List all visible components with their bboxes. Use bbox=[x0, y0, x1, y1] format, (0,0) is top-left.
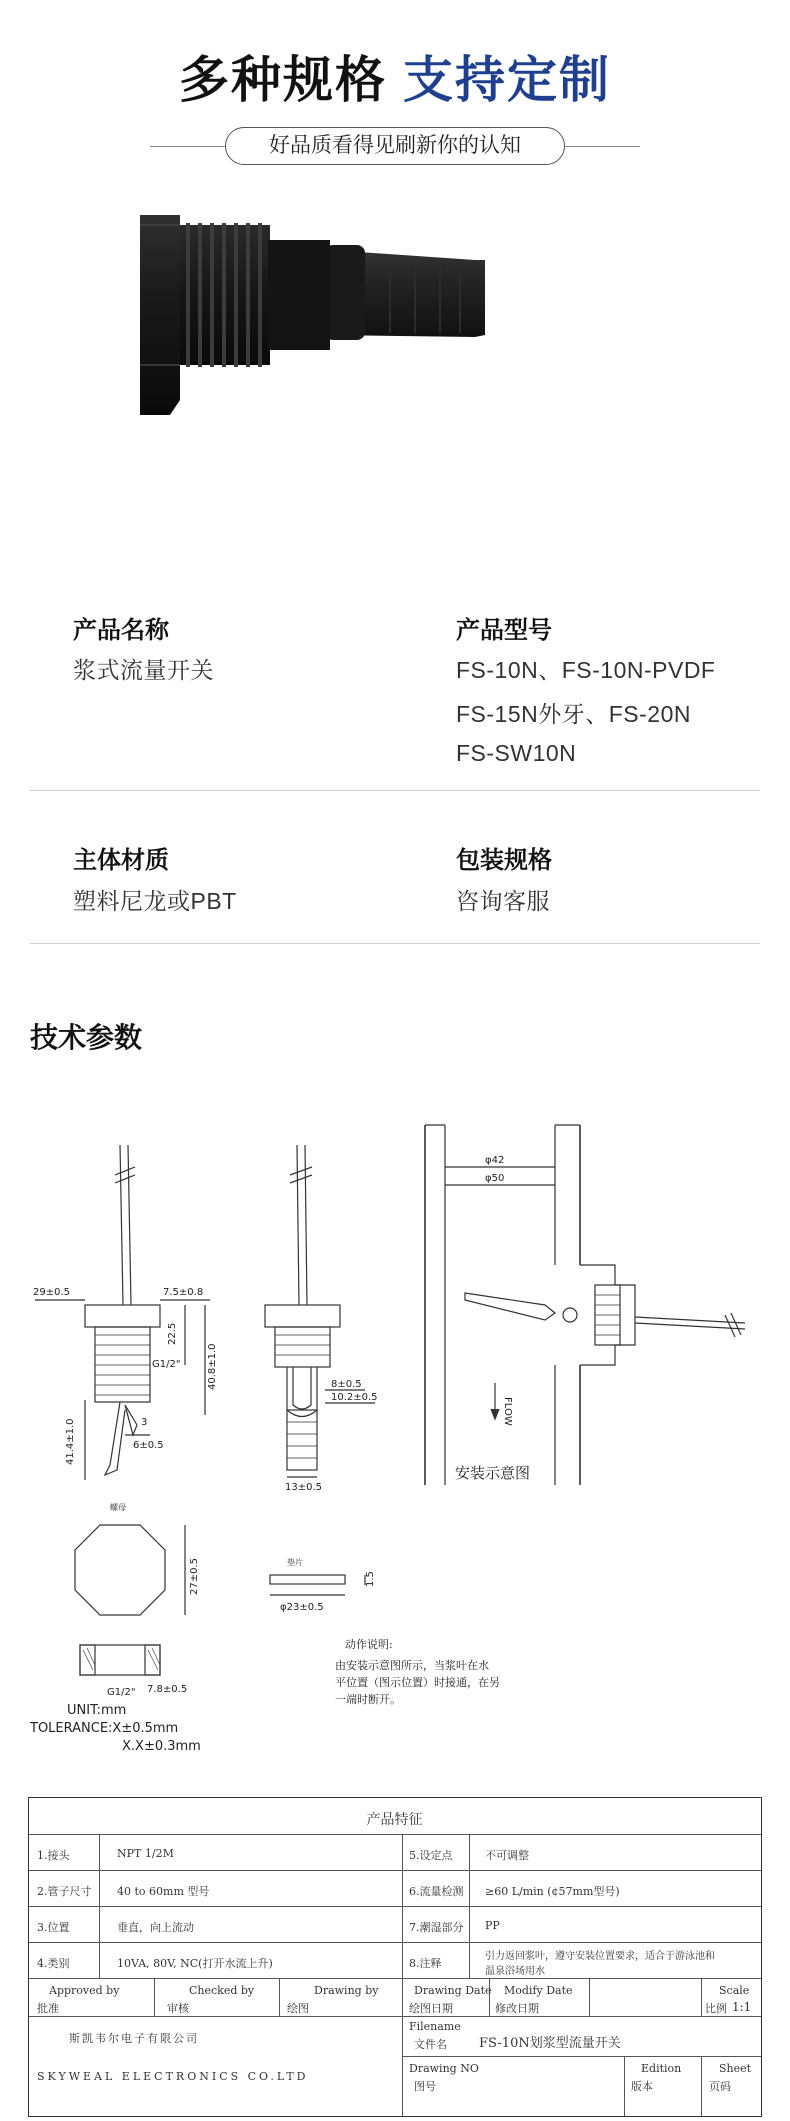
action-line: 平位置（图示位置）时接通，在另 bbox=[335, 1676, 500, 1689]
product-model-value-1: FS-10N、FS-10N-PVDF bbox=[456, 657, 716, 683]
checked-cn: 审核 bbox=[167, 2002, 189, 2015]
approved-cn: 批准 bbox=[37, 2002, 59, 2015]
spec-value: 引力返回浆叶，遵守安装位置要求，适合于游泳池和 bbox=[485, 1951, 715, 1962]
dim-label: 1.5 bbox=[365, 1571, 376, 1587]
filename-en: Filename bbox=[409, 2020, 461, 2033]
spec-key: 2.管子尺寸 bbox=[37, 1885, 92, 1898]
divider-right bbox=[565, 146, 640, 147]
product-model-label: 产品型号 bbox=[456, 617, 552, 644]
dim-label: 3 bbox=[141, 1417, 148, 1428]
scale-cn: 比例 bbox=[705, 2002, 727, 2015]
dim-label: 10.2±0.5 bbox=[331, 1392, 378, 1403]
hero-title-blue: 支持定制 bbox=[402, 52, 611, 108]
spec-value: 垂直，向上流动 bbox=[117, 1921, 194, 1934]
hero-title-black: 多种规格 bbox=[179, 52, 388, 108]
package-value: 咨询客服 bbox=[456, 888, 550, 914]
dim-label: 41.4±1.0 bbox=[65, 1418, 76, 1465]
filename-value: FS-10N划浆型流量开关 bbox=[479, 2036, 621, 2051]
spec-key: 3.位置 bbox=[37, 1921, 70, 1934]
dim-label: 7.8±0.5 bbox=[147, 1684, 188, 1695]
modify-cn: 修改日期 bbox=[495, 2002, 539, 2015]
divider bbox=[30, 790, 760, 791]
divider bbox=[30, 943, 760, 944]
dim-label: 27±0.5 bbox=[189, 1557, 200, 1595]
spec-table bbox=[28, 1797, 762, 2117]
spec-key: 8.注释 bbox=[409, 1957, 442, 1970]
date-cn: 绘图日期 bbox=[409, 2002, 453, 2015]
product-photo bbox=[140, 215, 700, 515]
dim-label: 7.5±0.8 bbox=[163, 1287, 204, 1298]
divider-left bbox=[150, 146, 225, 147]
tolerance-label: X.X±0.3mm bbox=[122, 1739, 201, 1754]
spec-value: 温泉浴场用水 bbox=[485, 1966, 545, 1977]
subtitle-pill: 好品质看得见刷新你的认知 bbox=[225, 127, 565, 165]
dim-label: 6±0.5 bbox=[133, 1440, 164, 1451]
sheet-en: Sheet bbox=[719, 2062, 752, 2075]
hero-title bbox=[0, 40, 790, 112]
edition-cn: 版本 bbox=[631, 2080, 653, 2093]
spec-key: 6.流量检测 bbox=[409, 1885, 464, 1898]
dim-label: 40.8±1.0 bbox=[207, 1343, 218, 1390]
material-value: 塑料尼龙或PBT bbox=[73, 888, 237, 914]
spec-key: 7.潮湿部分 bbox=[409, 1921, 464, 1934]
spec-value: 40 to 60mm 型号 bbox=[117, 1885, 210, 1898]
spec-key: 4.类别 bbox=[37, 1957, 70, 1970]
drawingno-en: Drawing NO bbox=[409, 2062, 479, 2075]
product-name-value: 浆式流量开关 bbox=[73, 657, 214, 683]
date-en: Drawing Date bbox=[414, 1984, 492, 1997]
company-name-cn: 斯凯韦尔电子有限公司 bbox=[69, 2032, 199, 2045]
modify-en: Modify Date bbox=[504, 1984, 573, 1997]
spec-key: 1.接头 bbox=[37, 1849, 70, 1862]
dim-label: 8±0.5 bbox=[331, 1379, 362, 1390]
tech-params-title: 技术参数 bbox=[30, 1022, 143, 1053]
product-model-value-2: FS-15N外牙、FS-20N bbox=[456, 701, 691, 727]
spec-value: 不可调整 bbox=[485, 1849, 529, 1862]
technical-drawing bbox=[25, 1105, 765, 1755]
dim-label: 22.5 bbox=[167, 1322, 178, 1345]
drawing-en: Drawing by bbox=[314, 1984, 379, 1997]
spec-value: NPT 1/2M bbox=[117, 1847, 174, 1860]
checked-en: Checked by bbox=[189, 1984, 255, 1997]
spec-value: 10VA, 80V, NC(打开水流上升) bbox=[117, 1957, 273, 1970]
dim-label: G1/2" bbox=[107, 1687, 136, 1698]
spec-value: PP bbox=[485, 1919, 500, 1932]
filename-cn: 文件名 bbox=[414, 2038, 447, 2051]
flow-label: FLOW bbox=[502, 1397, 513, 1426]
tolerance-label: TOLERANCE:X±0.5mm bbox=[30, 1721, 179, 1736]
company-name-en: SKYWEAL ELECTRONICS CO.LTD bbox=[37, 2070, 309, 2083]
action-line: 一端时断开。 bbox=[335, 1693, 401, 1706]
product-model-value-3: FS-SW10N bbox=[456, 740, 577, 766]
material-label: 主体材质 bbox=[73, 847, 169, 874]
dim-label: 29±0.5 bbox=[33, 1287, 71, 1298]
scale-en: Scale bbox=[719, 1984, 750, 1997]
install-caption: 安装示意图 bbox=[455, 1464, 531, 1482]
action-title: 动作说明: bbox=[345, 1638, 393, 1651]
action-line: 由安装示意图所示，当浆叶在水 bbox=[335, 1659, 489, 1672]
spec-value: ≥60 L/min (¢57mm型号) bbox=[485, 1885, 620, 1898]
dim-label: φ23±0.5 bbox=[280, 1602, 324, 1613]
spec-table-title: 产品特征 bbox=[366, 1812, 423, 1828]
dim-label: 13±0.5 bbox=[285, 1482, 323, 1493]
product-name-label: 产品名称 bbox=[73, 617, 169, 644]
spec-key: 5.设定点 bbox=[409, 1849, 453, 1862]
edition-en: Edition bbox=[641, 2062, 682, 2075]
sheet-cn: 页码 bbox=[709, 2080, 731, 2093]
drawingno-cn: 图号 bbox=[414, 2080, 436, 2093]
scale-value: 1:1 bbox=[732, 2000, 752, 2014]
drawing-cn: 绘图 bbox=[287, 2002, 309, 2015]
dim-label: φ42 bbox=[485, 1155, 505, 1166]
approved-en: Approved by bbox=[49, 1984, 120, 1997]
nut-label: 螺母 bbox=[110, 1503, 126, 1512]
dim-label: G1/2" bbox=[152, 1359, 181, 1370]
gasket-label: 垫片 bbox=[287, 1558, 303, 1567]
unit-label: UNIT:mm bbox=[67, 1703, 127, 1718]
dim-label: φ50 bbox=[485, 1173, 505, 1184]
package-label: 包装规格 bbox=[456, 847, 552, 874]
